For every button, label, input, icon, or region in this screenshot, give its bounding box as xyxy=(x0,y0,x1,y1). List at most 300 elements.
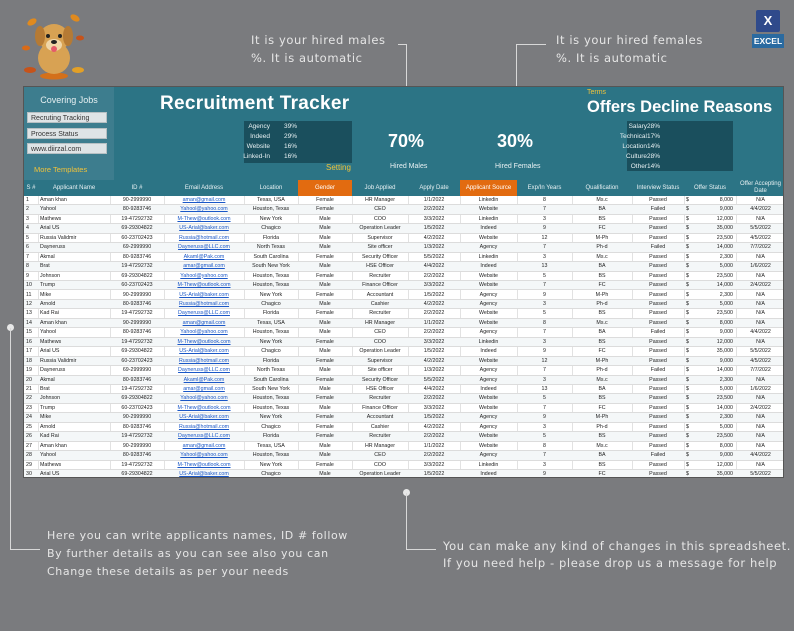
email-link[interactable]: Akaml@Pak.com xyxy=(183,376,225,383)
table-cell: Recruiter xyxy=(369,433,391,440)
table-cell: Failed xyxy=(650,329,666,336)
email-link[interactable]: Russia@hotmail.com xyxy=(178,234,230,241)
table-cell: Cashier xyxy=(370,300,390,307)
table-cell: $ xyxy=(686,367,689,374)
table-row[interactable] xyxy=(24,451,784,460)
table-cell: 30 xyxy=(26,471,32,478)
email-link[interactable]: Yahool@yahoo.com xyxy=(180,395,228,402)
table-cell: N/A xyxy=(756,300,765,307)
table-cell: 5,000 xyxy=(719,423,733,430)
table-cell: $ xyxy=(686,244,689,251)
table-cell: 3/3/2022 xyxy=(423,215,445,222)
table-cell: 8,000 xyxy=(719,197,733,203)
table-cell: 60-23702423 xyxy=(121,282,153,289)
table-cell: 19-47292732 xyxy=(121,215,153,222)
table-cell: 15 xyxy=(26,329,32,336)
table-cell: 1/5/2022 xyxy=(423,471,445,478)
table-cell: Passed xyxy=(649,386,667,392)
table-cell: 5 xyxy=(543,433,546,440)
email-link[interactable]: M-Thew@outlook.com xyxy=(177,338,231,345)
column-header[interactable]: ID # xyxy=(110,180,164,196)
table-cell: Trump xyxy=(40,404,56,411)
table-cell: 2/2/2022 xyxy=(423,433,445,440)
table-cell: 25 xyxy=(26,423,32,430)
table-cell: Mathews xyxy=(40,338,62,345)
table-cell: Website xyxy=(478,404,499,411)
table-cell: 19-47292732 xyxy=(121,386,153,392)
table-cell: BS xyxy=(598,433,606,440)
table-cell: Linkedin xyxy=(478,338,499,345)
table-cell: 69-2999990 xyxy=(122,244,152,251)
table-cell: 29 xyxy=(26,461,32,468)
table-row[interactable] xyxy=(24,357,784,366)
table-cell: Website xyxy=(478,272,499,279)
table-cell: New York xyxy=(259,338,283,345)
table-cell: 3/3/2022 xyxy=(423,404,445,411)
email-link[interactable]: M-Thew@outlook.com xyxy=(177,215,231,222)
table-cell: 8 xyxy=(543,442,546,449)
table-cell: Houston, Texas xyxy=(252,272,290,279)
callout-line: %. It is automatic xyxy=(251,51,363,65)
table-cell: BA xyxy=(598,206,606,213)
left-panel xyxy=(24,87,114,180)
connector-line xyxy=(406,549,436,550)
table-cell: 19-47292732 xyxy=(121,310,153,317)
table-cell: FC xyxy=(598,471,606,478)
table-cell: 60-23702423 xyxy=(121,234,153,241)
email-link[interactable]: Yahool@yahoo.com xyxy=(180,329,228,336)
email-link[interactable]: aman@gmail.com xyxy=(182,442,226,449)
table-cell: 5/5/2022 xyxy=(750,348,771,355)
email-link[interactable]: Yahool@yahoo.com xyxy=(180,272,228,279)
table-cell: N/A xyxy=(756,423,765,430)
table-row[interactable] xyxy=(24,224,784,233)
table-row[interactable] xyxy=(24,253,784,262)
table-cell: 19 xyxy=(26,367,32,374)
table-cell: 26 xyxy=(26,433,32,440)
table-cell: M-Ph xyxy=(595,234,609,241)
email-link[interactable]: US-Arial@baker.com xyxy=(179,291,229,298)
table-cell: Site officer xyxy=(367,367,393,374)
table-cell: 5/5/2022 xyxy=(750,225,771,232)
table-cell: Passed xyxy=(649,253,667,260)
table-cell: 4/2/2022 xyxy=(423,300,445,307)
table-row[interactable] xyxy=(24,470,784,478)
table-cell: Passed xyxy=(649,282,667,289)
table-cell: Passed xyxy=(649,442,667,449)
table-cell: Passed xyxy=(649,376,667,383)
table-cell: New York xyxy=(259,215,283,222)
email-link[interactable]: M-Thew@outlook.com xyxy=(177,404,231,411)
table-cell: North Texas xyxy=(256,244,286,251)
table-cell: $ xyxy=(686,291,689,298)
table-cell: Passed xyxy=(649,234,667,241)
table-cell: $ xyxy=(686,348,689,355)
table-cell: N/A xyxy=(756,376,765,383)
table-cell: 9,000 xyxy=(719,206,733,213)
email-link[interactable]: amar@gmail.com xyxy=(183,386,225,392)
table-cell: Agency xyxy=(479,291,498,298)
table-cell: BS xyxy=(598,395,606,402)
column-header[interactable]: Interview Status xyxy=(632,180,684,196)
table-cell: 90-2999990 xyxy=(122,291,152,298)
table-cell: 2/2/2022 xyxy=(423,310,445,317)
table-cell: Johnson xyxy=(40,395,61,402)
table-cell: M-Ph xyxy=(595,291,609,298)
table-cell: 5/5/2022 xyxy=(423,253,445,260)
callout-line: By further details as you can see also you can xyxy=(47,547,329,560)
table-cell: Houston, Texas xyxy=(252,206,290,213)
table-row[interactable] xyxy=(24,442,784,451)
table-cell: 19-47292732 xyxy=(121,461,153,468)
table-cell: Female xyxy=(316,461,334,468)
table-row[interactable] xyxy=(24,366,784,375)
table-cell: Male xyxy=(319,386,331,392)
table-cell: 1/6/2022 xyxy=(750,386,771,392)
table-cell: Accountant xyxy=(366,414,394,421)
table-row[interactable] xyxy=(24,413,784,422)
table-row[interactable] xyxy=(24,281,784,290)
table-cell: $ xyxy=(686,357,689,364)
email-link[interactable]: aman@gmail.com xyxy=(182,197,226,203)
table-cell: Florida xyxy=(262,433,280,440)
column-header[interactable]: Qualification xyxy=(572,180,632,196)
table-cell: Dayneruss xyxy=(40,244,66,251)
callout-changes xyxy=(443,538,791,572)
table-cell: Passed xyxy=(649,461,667,468)
table-cell: Kad Rai xyxy=(40,310,59,317)
table-cell: Website xyxy=(478,357,499,364)
table-cell: Indeed xyxy=(480,348,497,355)
column-header[interactable]: Offer Accepting Date xyxy=(736,180,784,196)
table-cell: COO xyxy=(373,215,387,222)
table-cell: Ms.c xyxy=(596,197,608,203)
table-cell: Chagico xyxy=(261,471,281,478)
table-cell: Passed xyxy=(649,197,667,203)
table-cell: 23,500 xyxy=(716,310,733,317)
table-cell: Passed xyxy=(649,357,667,364)
table-row[interactable] xyxy=(24,215,784,224)
table-cell: 2/2/2022 xyxy=(423,395,445,402)
table-cell: 2/2/2022 xyxy=(423,452,445,459)
table-cell: Arial US xyxy=(40,225,60,232)
table-cell: 3 xyxy=(543,215,546,222)
table-cell: Houston, Texas xyxy=(252,395,290,402)
table-cell: FC xyxy=(598,404,606,411)
table-cell: Finance Officer xyxy=(362,282,398,289)
table-cell: 90-2999990 xyxy=(122,197,152,203)
table-row[interactable] xyxy=(24,205,784,214)
table-cell: Agency xyxy=(479,367,498,374)
table-cell: Ms.c xyxy=(596,319,608,326)
connector-line xyxy=(10,328,11,550)
table-cell: 7 xyxy=(543,206,546,213)
table-cell: Ms.c xyxy=(596,253,608,260)
table-row[interactable] xyxy=(24,309,784,318)
callout-line: Change these details as per your needs xyxy=(47,565,289,578)
table-row[interactable] xyxy=(24,338,784,347)
excel-label: EXCEL xyxy=(753,36,783,46)
email-link[interactable]: Yahool@yahoo.com xyxy=(180,206,228,213)
column-header[interactable]: Job Applied xyxy=(352,180,408,196)
column-header[interactable]: Offer Status xyxy=(684,180,736,196)
table-cell: 16 xyxy=(26,338,32,345)
table-cell: Agency xyxy=(479,414,498,421)
table-cell: Kad Rai xyxy=(40,433,59,440)
table-cell: Passed xyxy=(649,433,667,440)
table-cell: Ms.c xyxy=(596,442,608,449)
table-cell: Recruiter xyxy=(369,395,391,402)
table-cell: South Carolina xyxy=(253,253,289,260)
table-cell: Female xyxy=(316,357,334,364)
table-cell: Arial US xyxy=(40,471,60,478)
table-cell: 3 xyxy=(543,300,546,307)
table-cell: FC xyxy=(598,348,606,355)
table-cell: 80-9283746 xyxy=(122,329,152,336)
table-row[interactable] xyxy=(24,432,784,441)
table-cell: $ xyxy=(686,386,689,392)
table-cell: 14,000 xyxy=(716,244,733,251)
table-cell: 4/5/2022 xyxy=(750,357,771,364)
table-cell: South New York xyxy=(252,263,290,270)
table-row[interactable] xyxy=(24,319,784,328)
column-header[interactable]: Apply Date xyxy=(408,180,460,196)
table-row[interactable] xyxy=(24,423,784,432)
table-cell: Supervisor xyxy=(367,234,393,241)
table-cell: 17 xyxy=(26,348,32,355)
table-cell: Passed xyxy=(649,423,667,430)
table-cell: Texas, USA xyxy=(257,197,285,203)
column-header[interactable]: Exp/In Years xyxy=(517,180,572,196)
table-cell: 9,000 xyxy=(719,329,733,336)
table-cell: Akmal xyxy=(40,376,55,383)
table-cell: 1/3/2022 xyxy=(423,244,445,251)
email-link[interactable]: Dayneruss@LLC.com xyxy=(178,433,230,440)
column-header[interactable]: Email Address xyxy=(164,180,244,196)
table-cell: Website xyxy=(478,206,499,213)
table-cell: 9,000 xyxy=(719,452,733,459)
table-cell: 5,000 xyxy=(719,300,733,307)
table-cell: 69-29304822 xyxy=(121,272,153,279)
table-cell: 69-29304822 xyxy=(121,348,153,355)
email-link[interactable]: Dayneruss@LLC.com xyxy=(178,367,230,374)
column-header[interactable]: Applicant Source xyxy=(460,180,517,196)
table-cell: 23,500 xyxy=(716,272,733,279)
table-cell: 1/5/2022 xyxy=(423,225,445,232)
table-cell: 5,000 xyxy=(719,263,733,270)
table-cell: N/A xyxy=(756,197,765,203)
table-cell: Website xyxy=(478,395,499,402)
table-cell: Male xyxy=(319,282,331,289)
table-cell: CEO xyxy=(374,329,386,336)
table-row[interactable] xyxy=(24,196,784,205)
table-cell: 35,000 xyxy=(716,471,733,478)
offers-decline-title: Offers Decline Reasons xyxy=(587,98,773,116)
table-cell: 22 xyxy=(26,395,32,402)
column-header[interactable]: Gender xyxy=(298,180,352,196)
table-cell: 23 xyxy=(26,404,32,411)
table-cell: 35,000 xyxy=(716,225,733,232)
table-row[interactable] xyxy=(24,385,784,394)
table-cell: 9,000 xyxy=(719,357,733,364)
table-row[interactable] xyxy=(24,272,784,281)
website-link-button[interactable]: www.diirzal.com xyxy=(27,143,107,154)
table-cell: $ xyxy=(686,197,689,203)
table-cell: 27 xyxy=(26,442,32,449)
table-cell: Trump xyxy=(40,282,56,289)
table-cell: Website xyxy=(478,442,499,449)
excel-glyph: X xyxy=(756,10,780,32)
excel-icon xyxy=(752,10,784,55)
table-cell: Female xyxy=(316,197,334,203)
table-cell: CEO xyxy=(374,452,386,459)
table-cell: 80-9283746 xyxy=(122,206,152,213)
table-cell: 13 xyxy=(541,386,548,392)
table-cell: Yahool xyxy=(40,329,57,336)
table-row[interactable] xyxy=(24,394,784,403)
table-row[interactable] xyxy=(24,234,784,243)
table-cell: Houston, Texas xyxy=(252,282,290,289)
table-cell: BS xyxy=(598,215,606,222)
table-cell: Male xyxy=(319,442,331,449)
table-cell: 14 xyxy=(26,319,32,326)
table-cell: Female xyxy=(316,395,334,402)
table-row[interactable] xyxy=(24,461,784,470)
table-cell: BS xyxy=(598,310,606,317)
table-cell: 2,300 xyxy=(719,291,733,298)
table-cell: Passed xyxy=(649,310,667,317)
table-cell: Recruiter xyxy=(369,310,391,317)
spreadsheet xyxy=(23,86,784,478)
table-cell: Male xyxy=(319,329,331,336)
table-cell: Florida xyxy=(262,310,280,317)
table-cell: $ xyxy=(686,414,689,421)
callout-line: Here you can write applicants names, ID # follow xyxy=(47,529,348,542)
table-cell: Male xyxy=(319,300,331,307)
email-link[interactable]: M-Thew@outlook.com xyxy=(177,282,231,289)
table-cell: 12 xyxy=(541,357,548,364)
table-cell: 4/4/2022 xyxy=(423,386,445,392)
table-cell: $ xyxy=(686,423,689,430)
email-link[interactable]: Dayneruss@LLC.com xyxy=(178,244,230,251)
table-cell: 2/4/2022 xyxy=(750,404,771,411)
table-cell: 69-29304822 xyxy=(121,395,153,402)
table-cell: N/A xyxy=(756,319,765,326)
email-link[interactable]: Russia@hotmail.com xyxy=(178,357,230,364)
table-cell: Female xyxy=(316,338,334,345)
table-cell: Johnson xyxy=(40,272,61,279)
table-cell: Operation Leader xyxy=(359,225,401,232)
table-cell: N/A xyxy=(756,272,765,279)
table-cell: $ xyxy=(686,310,689,317)
table-cell: Passed xyxy=(649,404,667,411)
email-link[interactable]: US-Arial@baker.com xyxy=(179,348,229,355)
table-row[interactable] xyxy=(24,376,784,385)
table-cell: Yahool xyxy=(40,452,57,459)
email-link[interactable]: Yahool@yahoo.com xyxy=(180,452,228,459)
table-cell: 21 xyxy=(26,386,32,392)
email-link[interactable]: US-Arial@baker.com xyxy=(179,225,229,232)
callout-line: It is your hired males xyxy=(251,33,386,47)
table-cell: 5 xyxy=(543,310,546,317)
table-cell: 3/3/2022 xyxy=(423,282,445,289)
table-cell: N/A xyxy=(756,433,765,440)
email-link[interactable]: US-Arial@baker.com xyxy=(179,414,229,421)
table-row[interactable] xyxy=(24,243,784,252)
column-header[interactable]: Applicant Name xyxy=(38,180,110,196)
table-cell: Operation Leader xyxy=(359,348,401,355)
table-cell: Brat xyxy=(40,386,50,392)
email-link[interactable]: US-Arial@baker.com xyxy=(179,471,229,478)
table-row[interactable] xyxy=(24,291,784,300)
table-cell: BA xyxy=(598,329,606,336)
table-cell: Male xyxy=(319,234,331,241)
table-cell: 35,000 xyxy=(716,348,733,355)
table-cell: $ xyxy=(686,282,689,289)
table-cell: 1/5/2022 xyxy=(423,348,445,355)
table-cell: $ xyxy=(686,461,689,468)
recruiting-tracking-button[interactable]: Recruting Tracking xyxy=(27,112,107,123)
table-cell: N/A xyxy=(756,461,765,468)
table-cell: 1/5/2022 xyxy=(423,414,445,421)
table-cell: 19-47292732 xyxy=(121,433,153,440)
table-cell: 7/7/2022 xyxy=(750,244,771,251)
column-header[interactable]: S # xyxy=(24,180,38,196)
table-row[interactable] xyxy=(24,262,784,271)
table-cell: Arnold xyxy=(40,300,56,307)
table-cell: 7/7/2022 xyxy=(750,367,771,374)
more-templates-link[interactable]: More Templates xyxy=(34,165,88,174)
table-cell: 14,000 xyxy=(716,367,733,374)
table-row[interactable] xyxy=(24,300,784,309)
table-cell: Passed xyxy=(649,338,667,345)
table-cell: $ xyxy=(686,300,689,307)
email-link[interactable]: Russia@hotmail.com xyxy=(178,300,230,307)
table-row[interactable] xyxy=(24,347,784,356)
dog-with-leaves-image xyxy=(20,8,90,80)
table-cell: 1/6/2022 xyxy=(750,263,771,270)
hired-males-label: Hired Males xyxy=(390,163,428,170)
table-cell: 1/1/2022 xyxy=(423,442,445,449)
table-cell: Linkedin xyxy=(478,253,499,260)
email-link[interactable]: Dayneruss@LLC.com xyxy=(178,310,230,317)
table-cell: 13 xyxy=(541,263,548,270)
table-cell: $ xyxy=(686,395,689,402)
table-cell: 5 xyxy=(543,395,546,402)
email-link[interactable]: amar@gmail.com xyxy=(183,263,225,270)
table-row[interactable] xyxy=(24,328,784,337)
email-link[interactable]: aman@gmail.com xyxy=(182,319,226,326)
table-cell: Female xyxy=(316,310,334,317)
source-row: Indeed 29% xyxy=(250,133,298,140)
column-header[interactable]: Location xyxy=(244,180,298,196)
connector-line xyxy=(398,44,406,45)
table-cell: N/A xyxy=(756,291,765,298)
table-cell: 69-29304822 xyxy=(121,471,153,478)
table-cell: COO xyxy=(373,338,387,345)
table-row[interactable] xyxy=(24,404,784,413)
email-link[interactable]: Akaml@Pak.com xyxy=(183,253,225,260)
table-cell: Website xyxy=(478,234,499,241)
setting-link[interactable]: Setting xyxy=(326,163,351,172)
table-cell: 5/5/2022 xyxy=(423,376,445,383)
email-link[interactable]: Russia@hotmail.com xyxy=(178,423,230,430)
table-cell: Accountant xyxy=(366,291,394,298)
table-cell: 3 xyxy=(543,376,546,383)
table-cell: $ xyxy=(686,433,689,440)
email-link[interactable]: M-Thew@outlook.com xyxy=(177,461,231,468)
process-status-button[interactable]: Process Status xyxy=(27,128,107,139)
